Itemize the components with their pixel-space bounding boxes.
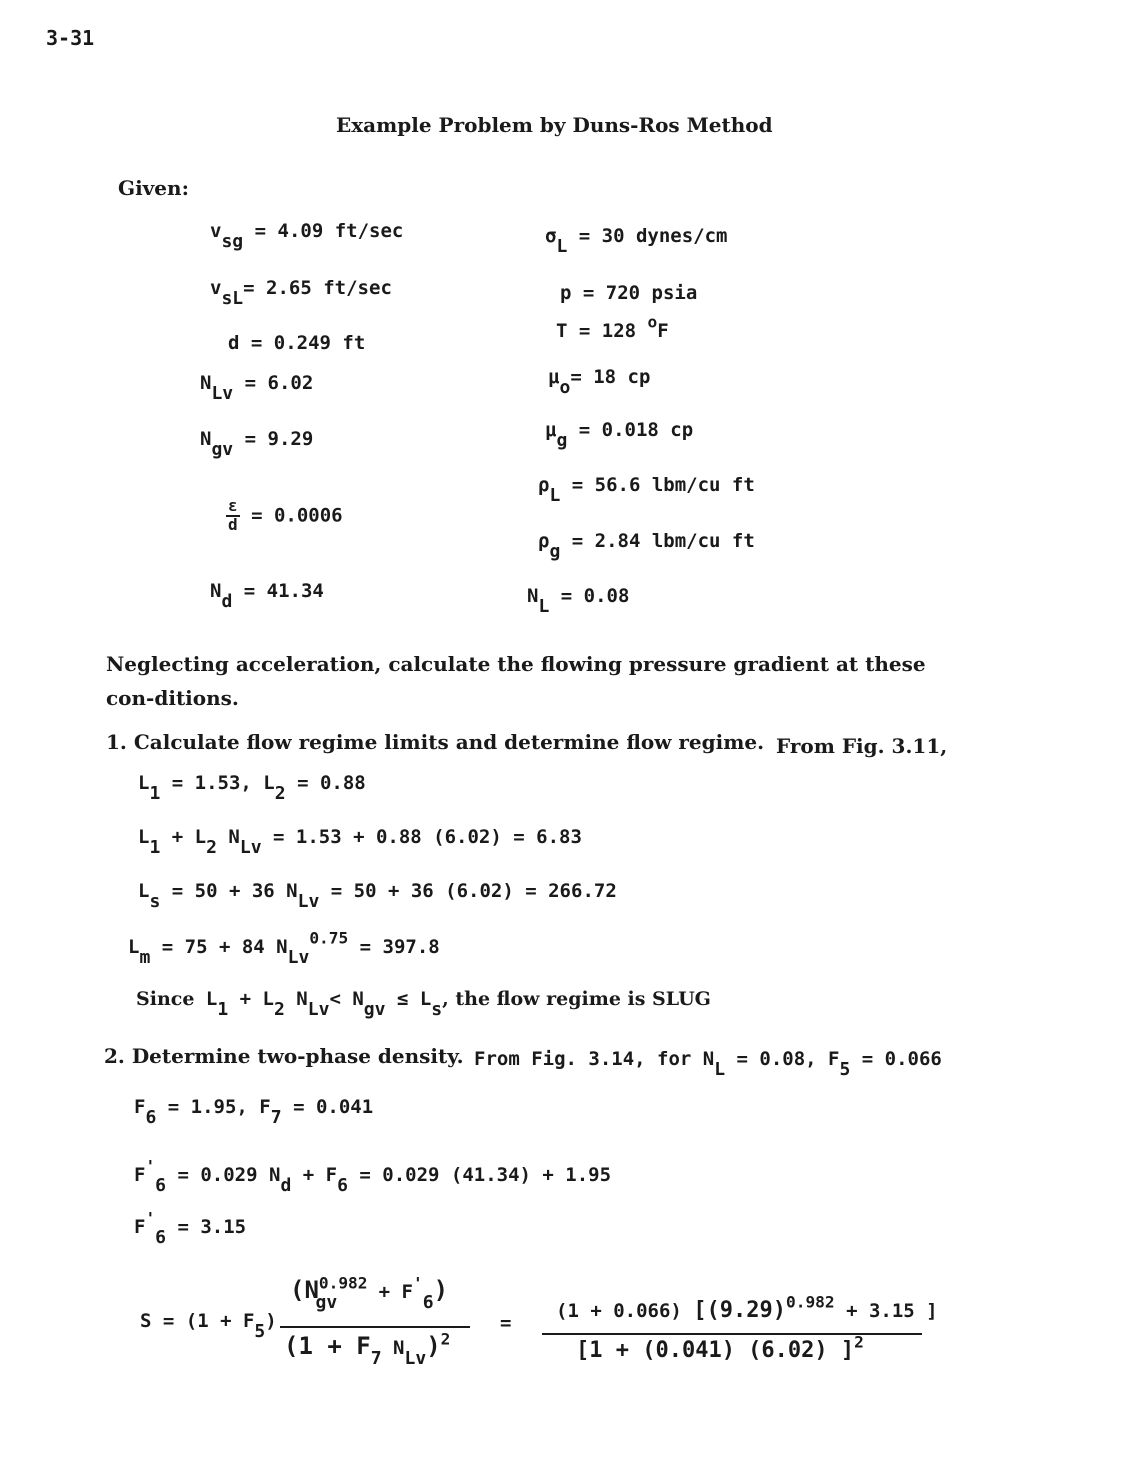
page-number: 3-31 — [46, 26, 95, 50]
eq-s-numerator: $(N^{0.982}_{gv} + F'_6)$ — [290, 1273, 449, 1313]
given-rho-gas: $\rho_g = 2.84$ lbm/cu ft — [538, 530, 755, 562]
eq-l1-l2: $L_1 = 1.53$, $L_2 = 0.88$ — [138, 772, 366, 804]
eq-s-rhs-denominator: [1 + (0.041) (6.02) ]$^2$ — [576, 1332, 864, 1363]
given-rho-liquid: $\rho_L = 56.6$ lbm/cu ft — [538, 474, 755, 506]
page-title: Example Problem by Duns-Ros Method — [336, 113, 773, 137]
given-roughness: $\frac{\varepsilon}{d}$ = 0.0006 — [228, 496, 343, 534]
step-1-heading: 1. Calculate flow regime limits and determine flow regime. — [106, 730, 765, 754]
eq-s-denominator: ($1 + F_7$ $N_{Lv})^2$ — [284, 1329, 451, 1369]
given-temperature: T = 128 $^o$F — [556, 312, 669, 342]
given-label: Given: — [118, 176, 189, 200]
given-d: d = 0.249 ft — [228, 332, 366, 354]
eq-f6-prime-value: $F'_6 = 3.15$ — [134, 1208, 247, 1248]
given-pressure: p = 720 psia — [560, 282, 698, 304]
given-vsg: $v_{sg} = 4.09$ ft/sec — [210, 220, 404, 252]
eq-s-rhs-fraction-bar — [542, 1333, 922, 1335]
given-mu-gas: $\mu_g = 0.018$ cp — [545, 419, 694, 451]
problem-statement: Neglecting acceleration, calculate the flowing pressure gradient at these con-ditions. — [106, 652, 926, 710]
eq-ls: $L_s = 50 + 36$ $N_{Lv} = 50 + 36$ (6.02) = 266.72 — [138, 880, 617, 912]
eq-lm: $L_m = 75 + 84$ $N_{Lv}^{0.75} = 397.8$ — [128, 928, 440, 968]
given-vsl: $v_{sL}= 2.65$ ft/sec — [210, 277, 392, 309]
eq-l1-plus-l2-nlv: $L_1 + L_2$ $N_{Lv} = 1.53 + 0.88$ (6.02) = 6.83 — [138, 826, 582, 858]
eq-s-fraction-bar — [280, 1326, 470, 1328]
given-nlv: $N_{Lv} = 6.02$ — [200, 372, 314, 404]
eq-f6-prime: $F'_6 = 0.029$ $N_d + F_6 = 0.029$ (41.34) + 1.95 — [134, 1156, 612, 1196]
given-nl: $N_L = 0.08$ — [527, 585, 630, 617]
eq-f6-f7: $F_6 = 1.95$, $F_7 = 0.041$ — [134, 1096, 374, 1128]
given-mu-oil: $\mu_o= 18$ cp — [548, 366, 651, 398]
step-2-reference: From Fig. 3.14, for $N_L = 0.08$, $F_5 = 0.066$ — [474, 1048, 942, 1080]
given-sigma: $\sigma_L = 30$ dynes/cm — [545, 225, 728, 257]
eq-s-equals: = — [500, 1312, 512, 1334]
given-nd: $N_d = 41.34$ — [210, 580, 324, 612]
step-1-reference: From Fig. 3.11, — [776, 734, 948, 758]
eq-since-slug: Since $L_1 + L_2$ $N_{Lv}< N_{gv} \le L_s$, the flow regime is SLUG — [136, 988, 711, 1020]
given-ngv: $N_{gv} = 9.29$ — [200, 428, 314, 460]
eq-s-rhs-numerator: (1 + 0.066) [$(9.29)^{0.982} + 3.15$ ] — [556, 1292, 938, 1323]
step-2-heading: 2. Determine two-phase density. — [104, 1044, 464, 1068]
eq-s-lhs: $S = (1 + F_5)$ — [140, 1310, 277, 1342]
